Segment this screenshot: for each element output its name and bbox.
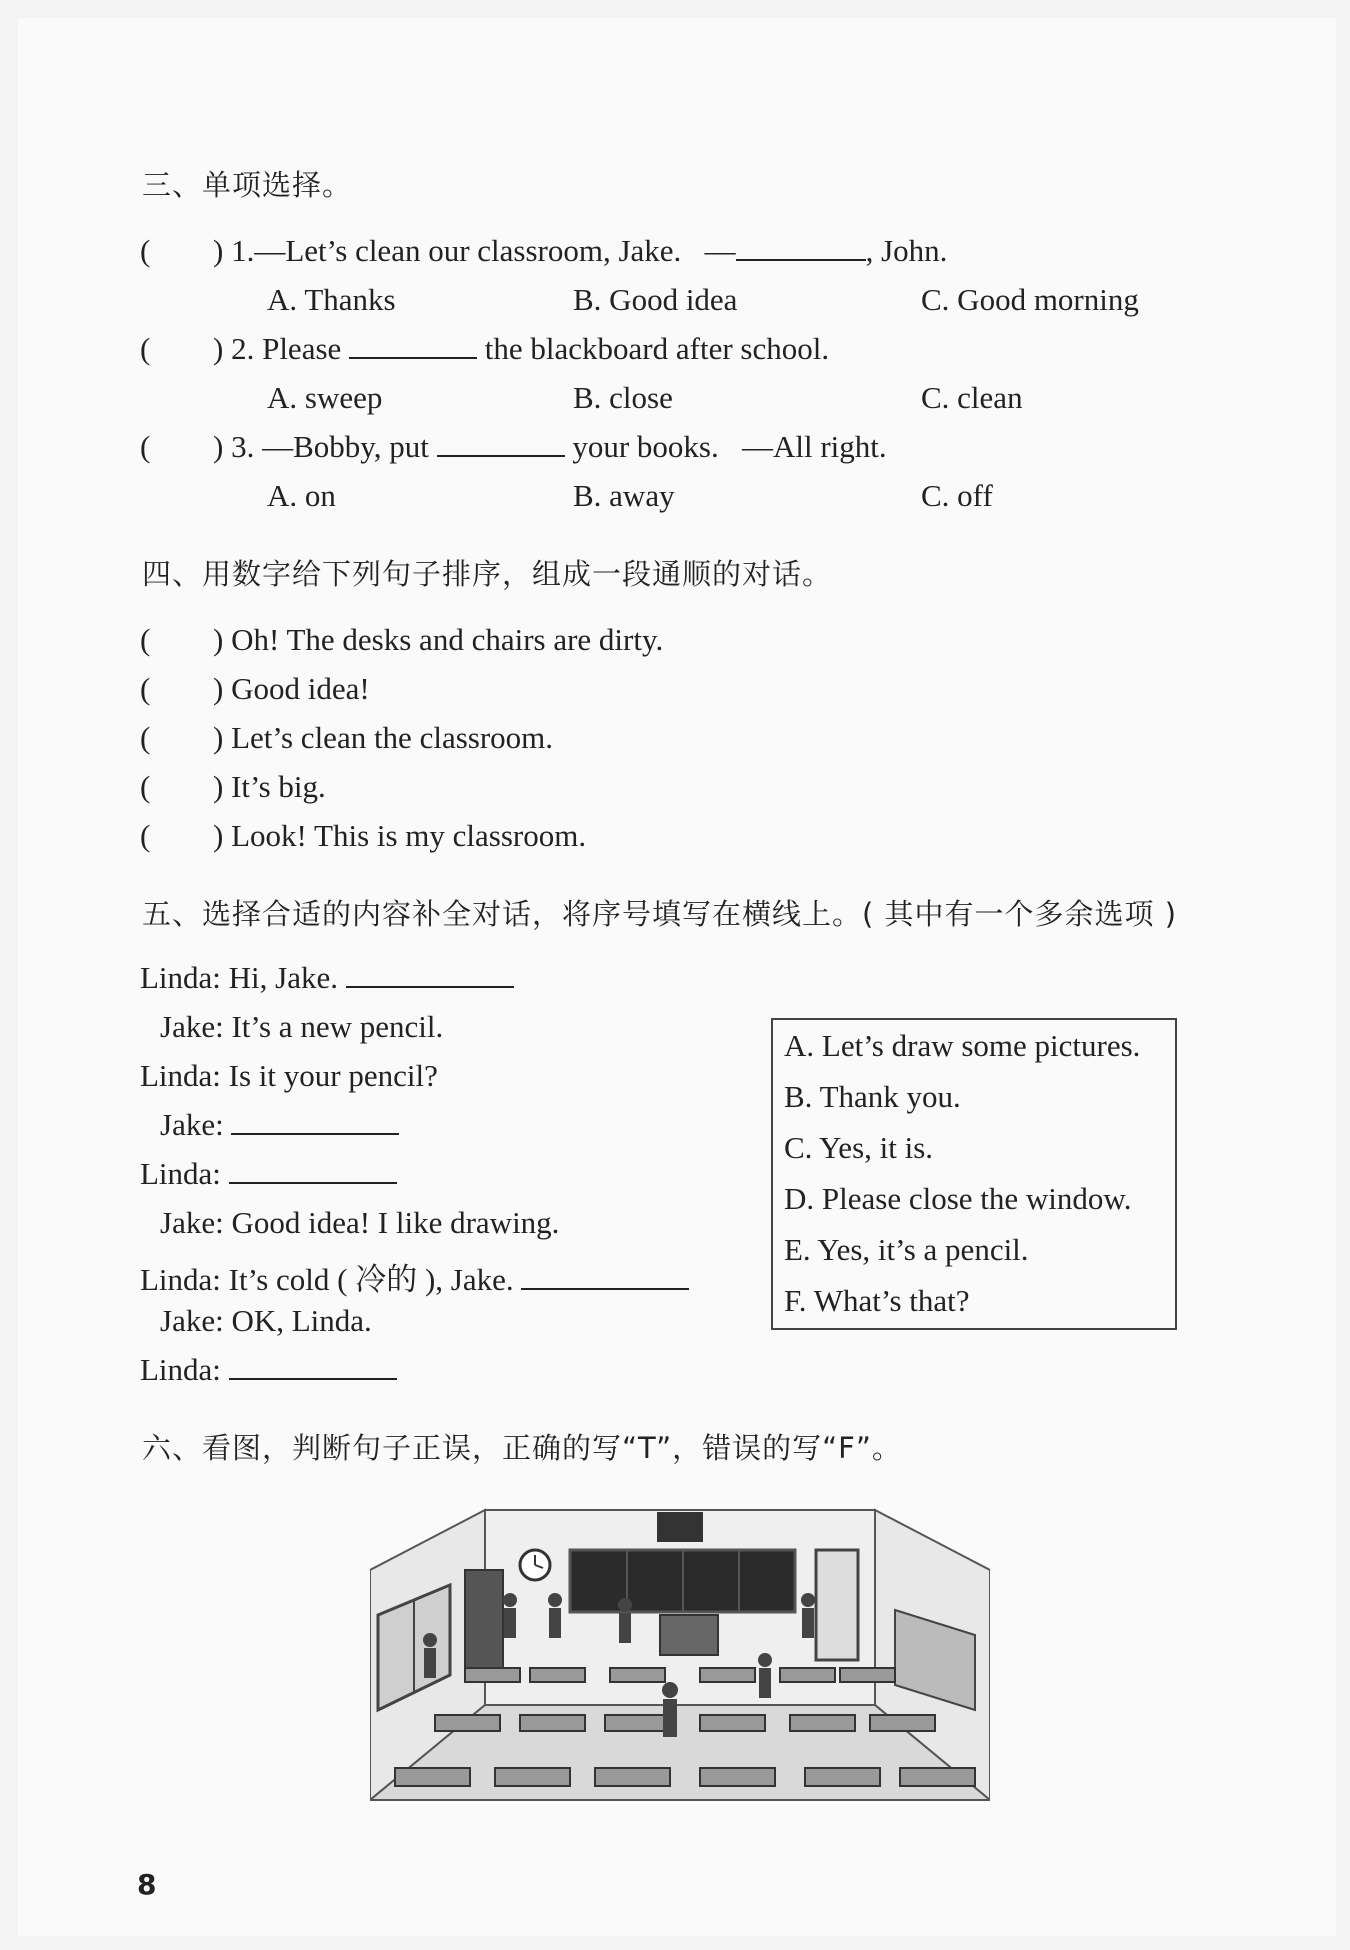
question-text: , John. (865, 233, 948, 268)
answer-blank[interactable] (349, 331, 477, 359)
dialogue-line: Jake: OK, Linda. (160, 1303, 372, 1338)
ordering-item: ) Look! This is my classroom. (213, 818, 587, 853)
answer-paren-open: ( (140, 769, 151, 804)
option-a: A. sweep (267, 380, 383, 415)
ordering-item: ) Good idea! (213, 671, 370, 706)
answer-paren-open: ( (140, 818, 151, 853)
question-number: 2. (231, 331, 255, 366)
question-2 (213, 331, 829, 367)
page-number: 8 (137, 1868, 157, 1901)
box-option: F. What’s that? (784, 1283, 970, 1318)
question-1 (213, 233, 947, 269)
option-a: A. Thanks (267, 282, 396, 317)
answer-blank[interactable] (521, 1262, 689, 1290)
question-paren-close: ) (213, 233, 224, 268)
answer-blank[interactable] (437, 429, 565, 457)
box-option: E. Yes, it’s a pencil. (784, 1232, 1029, 1267)
box-option: B. Thank you. (784, 1079, 961, 1114)
ordering-item: ) Oh! The desks and chairs are dirty. (213, 622, 664, 657)
answer-blank[interactable] (736, 233, 866, 261)
question-paren-close: ) (213, 429, 224, 464)
box-option: A. Let’s draw some pictures. (784, 1028, 1141, 1063)
ordering-item: ) It’s big. (213, 769, 326, 804)
question-paren-close: ) (213, 331, 224, 366)
dialogue-line: Linda: It’s cold ( 冷的 ), Jake. (140, 1254, 689, 1299)
box-option: D. Please close the window. (784, 1181, 1132, 1216)
dialogue-line: Linda: Hi, Jake. (140, 960, 514, 996)
question-text: —Let’s clean our classroom, Jake. (254, 233, 682, 268)
question-number: 1. (231, 233, 255, 268)
question-text: — (704, 233, 736, 268)
answer-blank[interactable] (229, 1156, 397, 1184)
option-a: A. on (267, 478, 336, 513)
answer-blank[interactable] (229, 1352, 397, 1380)
answer-blank[interactable] (231, 1107, 399, 1135)
section3-heading: 三、单项选择。 (142, 168, 353, 202)
question-text: the blackboard after school. (484, 331, 830, 366)
answer-paren-open: ( (140, 622, 151, 657)
section4-heading: 四、用数字给下列句子排序，组成一段通顺的对话。 (142, 557, 833, 591)
answer-paren-open: ( (140, 233, 151, 268)
answer-paren-open: ( (140, 429, 151, 464)
dialogue-line: Linda: Is it your pencil? (140, 1058, 438, 1093)
question-text: your books. (572, 429, 719, 464)
question-3 (213, 429, 887, 465)
section6-heading: 六、看图，判断句子正误，正确的写“T”，错误的写“F”。 (142, 1431, 902, 1465)
option-b: B. close (573, 380, 673, 415)
question-number: 3. (231, 429, 255, 464)
dialogue-line: Jake: Good idea! I like drawing. (160, 1205, 560, 1240)
dialogue-line: Jake: It’s a new pencil. (160, 1009, 444, 1044)
dialogue-line: Linda: (140, 1156, 397, 1192)
ordering-item: ) Let’s clean the classroom. (213, 720, 554, 755)
answer-blank[interactable] (346, 960, 514, 988)
answer-paren-open: ( (140, 720, 151, 755)
option-b: B. Good idea (573, 282, 738, 317)
answer-paren-open: ( (140, 671, 151, 706)
option-b: B. away (573, 478, 675, 513)
section5-heading: 五、选择合适的内容补全对话，将序号填写在横线上。( 其中有一个多余选项 ) (142, 897, 1178, 931)
option-c: C. clean (921, 380, 1023, 415)
question-text: —Bobby, put (262, 429, 429, 464)
option-c: C. Good morning (921, 282, 1139, 317)
options-box (771, 1018, 1177, 1330)
option-c: C. off (921, 478, 993, 513)
dialogue-line: Linda: (140, 1352, 397, 1388)
question-text: —All right. (742, 429, 887, 464)
classroom-illustration (370, 1500, 990, 1812)
question-text: Please (262, 331, 342, 366)
dialogue-line: Jake: (160, 1107, 399, 1143)
box-option: C. Yes, it is. (784, 1130, 934, 1165)
answer-paren-open: ( (140, 331, 151, 366)
